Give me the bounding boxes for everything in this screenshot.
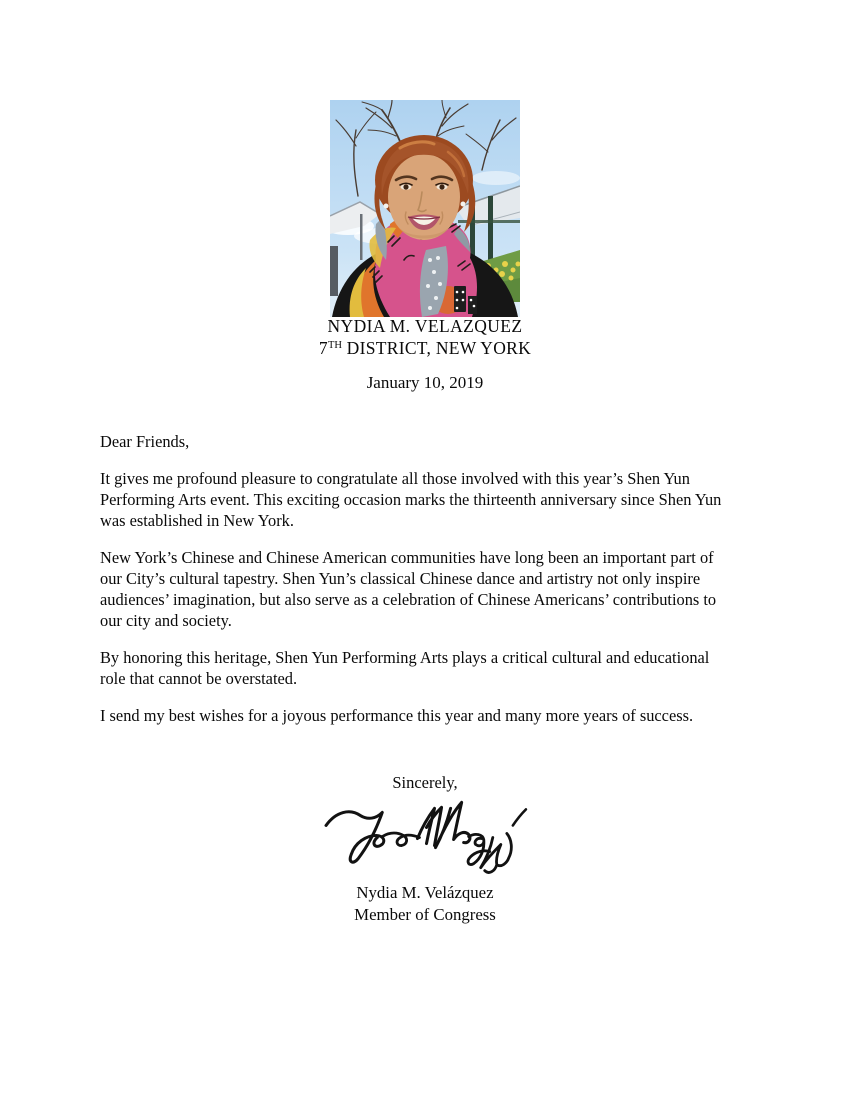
earring-left bbox=[384, 204, 389, 209]
district-rest: DISTRICT, NEW YORK bbox=[341, 338, 532, 358]
paragraph-3: By honoring this heritage, Shen Yun Performing Arts plays a critical cultural and educational role that cannot be overstated. bbox=[100, 648, 710, 688]
handwritten-signature bbox=[322, 791, 538, 877]
district-ordinal: TH bbox=[327, 340, 342, 351]
letterhead-name: NYDIA M. VELAZQUEZ bbox=[327, 316, 523, 336]
paragraph-1: It gives me profound pleasure to congratulate all those involved with this year’s Shen Yun Performing Arts event. This exciting occasion marks the thirteenth anniversary since Shen Yun was established in New York. bbox=[100, 469, 722, 530]
portrait-photo-illustration bbox=[330, 100, 520, 317]
signature-title: Member of Congress bbox=[354, 905, 496, 924]
paragraph-2: New York’s Chinese and Chinese American communities have long been an important part of our City’s cultural tapestry. Shen Yun’s classical Chinese dance and artistry not only inspire audiences’ imagination, but also serve as a celebration of Chinese Americans’ contributions to our city and society. bbox=[100, 548, 717, 630]
earring-right bbox=[461, 202, 466, 207]
letter-body bbox=[100, 431, 772, 742]
letter-date: January 10, 2019 bbox=[366, 373, 484, 392]
valediction: Sincerely, bbox=[392, 773, 458, 792]
paragraph-4: I send my best wishes for a joyous performance this year and many more years of success. bbox=[100, 706, 694, 725]
left-pole bbox=[330, 246, 338, 296]
district-number: 7 bbox=[318, 338, 328, 358]
salutation: Dear Friends, bbox=[100, 432, 190, 451]
signature-name: Nydia M. Velázquez bbox=[356, 883, 494, 902]
letterhead-district bbox=[0, 336, 850, 358]
portrait-photo bbox=[330, 100, 520, 317]
